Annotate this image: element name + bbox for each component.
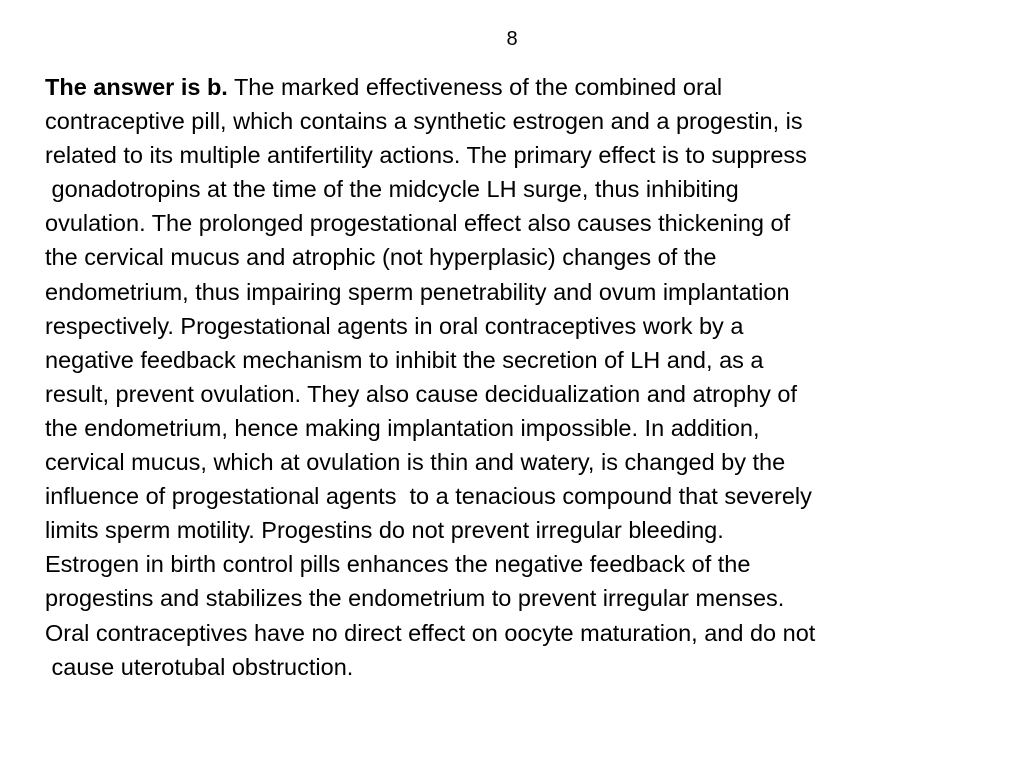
text-line-15: Estrogen in birth control pills enhances the negative feedback of the (45, 551, 751, 578)
text-line-7: endometrium, thus impairing sperm penetrability and ovum implantation (45, 278, 790, 305)
text-line-5: ovulation. The prolonged progestational effect also causes thickening of (45, 210, 791, 237)
page-number: 8 (506, 28, 518, 50)
text-line-2: contraceptive pill, which contains a synthetic estrogen and a progestin, is (45, 108, 803, 135)
answer-lead: The answer is b. (45, 74, 228, 100)
text-line-16: progestins and stabilizes the endometrium to prevent irregular menses. (45, 585, 785, 612)
text-line-1-rest: The marked effectiveness of the combined oral (227, 74, 723, 100)
text-line-4: gonadotropins at the time of the midcycle LH surge, thus inhibiting (45, 176, 739, 203)
text-line-9: negative feedback mechanism to inhibit the secretion of LH and, as a (45, 346, 764, 373)
text-line-11: the endometrium, hence making implantation impossible. In addition, (45, 414, 760, 441)
text-line-18: cause uterotubal obstruction. (45, 653, 354, 680)
text-line-17: Oral contraceptives have no direct effect on oocyte maturation, and do not (45, 619, 816, 646)
text-line-14: limits sperm motility. Progestins do not prevent irregular bleeding. (45, 517, 724, 544)
text-line-3: related to its multiple antifertility actions. The primary effect is to suppress (45, 142, 807, 169)
text-line-1 (45, 70, 995, 104)
answer-explanation (45, 70, 995, 684)
text-line-10: result, prevent ovulation. They also cause decidualization and atrophy of (45, 380, 798, 407)
text-line-12: cervical mucus, which at ovulation is thin and watery, is changed by the (45, 449, 786, 476)
text-line-13: influence of progestational agents to a tenacious compound that severely (45, 483, 812, 510)
text-line-8: respectively. Progestational agents in oral contraceptives work by a (45, 312, 744, 339)
text-line-6: the cervical mucus and atrophic (not hyperplasic) changes of the (45, 244, 717, 271)
